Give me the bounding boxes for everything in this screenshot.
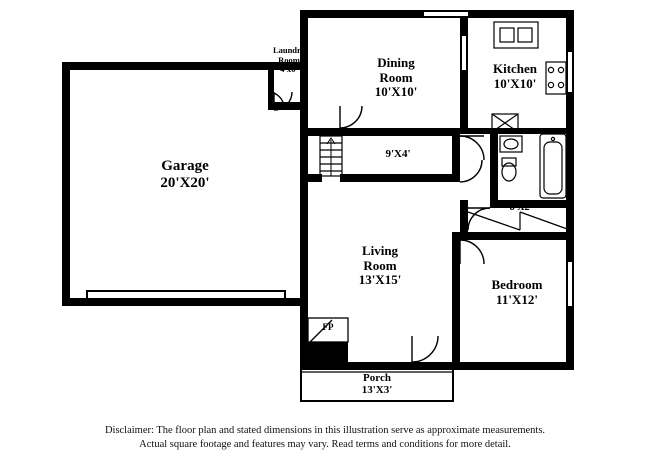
toilet (502, 158, 516, 181)
kitchen-dimensions: 10'X10' (493, 75, 537, 91)
living-name-line1: Living (361, 243, 399, 258)
room-label-porch (330, 372, 424, 397)
kitchen-counter (492, 114, 518, 132)
bathroom-sink (500, 136, 522, 152)
room-label-living (332, 244, 428, 288)
closet-dimensions: 8'X2' (509, 202, 533, 213)
laundry-name-line1: Laundry (272, 45, 306, 55)
room-label-hall (352, 148, 444, 160)
dining-name-line2: Room (379, 69, 413, 85)
living-dimensions: 13'X15' (358, 272, 402, 288)
living-name-line2: Room (363, 257, 397, 273)
bedroom-dimensions: 11'X12' (496, 291, 538, 307)
disclaimer (0, 424, 650, 453)
bedroom-name: Bedroom (491, 277, 543, 292)
laundry-dimensions: 4'x6' (280, 64, 298, 75)
porch-dimensions: 13'X3' (361, 384, 393, 397)
disclaimer-line-2: Actual square footage and features may vary. Read terms and conditions for more detail. (139, 439, 511, 451)
room-label-garage (118, 158, 252, 192)
porch-name: Porch (363, 372, 391, 384)
kitchen-name: Kitchen (492, 61, 538, 76)
door-hall-living (460, 160, 482, 182)
room-label-closet (488, 202, 554, 213)
dining-dimensions: 10'X10' (374, 84, 418, 100)
garage-name: Garage (161, 158, 209, 174)
door-laundry-left (268, 92, 284, 108)
garage-dimensions: 20'X20' (160, 174, 210, 191)
room-label-kitchen (472, 62, 558, 91)
door-hall-bath (460, 136, 484, 160)
room-label-dining (348, 56, 444, 100)
fireplace-abbrev: FP (322, 322, 334, 332)
door-dining-hall (340, 106, 362, 128)
hall-dimensions: 9'X4' (385, 148, 411, 160)
room-label-fireplace (316, 322, 340, 332)
dining-name-line1: Dining (377, 55, 415, 70)
bathtub (540, 134, 566, 198)
front-door (412, 336, 438, 362)
closet-doors (468, 212, 570, 230)
door-bedroom (460, 240, 484, 264)
laundry-name-line2: Room (278, 54, 300, 65)
stairs (320, 136, 342, 176)
room-label-bedroom (468, 278, 566, 307)
disclaimer-line-1: Disclaimer: The floor plan and stated dimensions in this illustration serve as approximate measurements. (104, 425, 546, 436)
kitchen-sink (494, 22, 538, 48)
room-label-laundry (272, 46, 306, 75)
